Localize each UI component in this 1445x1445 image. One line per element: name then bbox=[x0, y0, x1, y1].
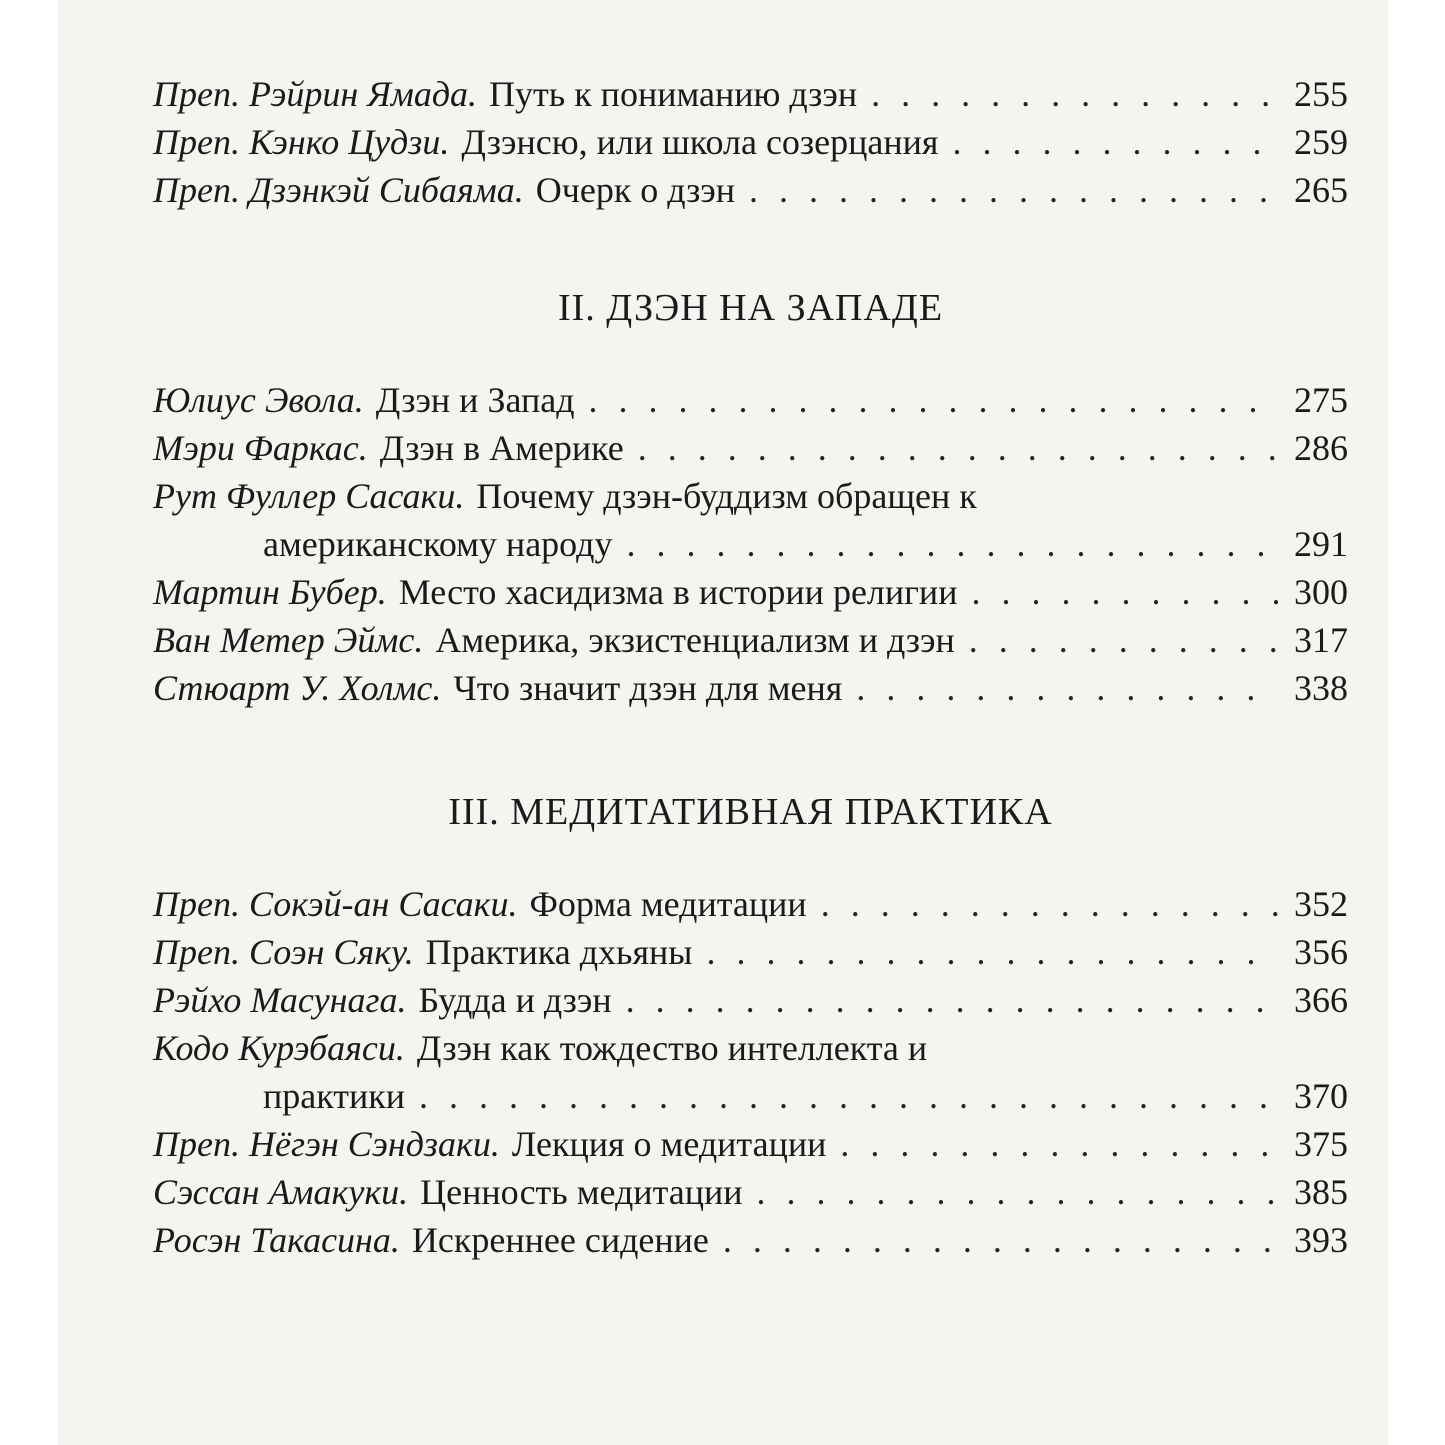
toc-page-number: 275 bbox=[1294, 380, 1348, 420]
toc-page-number: 338 bbox=[1294, 668, 1348, 708]
toc-entry bbox=[153, 616, 1348, 664]
toc-author: Преп. Сокэй-ан Сасаки. bbox=[153, 884, 518, 924]
toc-page-number: 370 bbox=[1294, 1076, 1348, 1116]
leader-dots bbox=[952, 118, 1278, 166]
toc-entry bbox=[153, 1024, 1348, 1120]
leader-dots bbox=[971, 568, 1278, 616]
toc-author: Рэйхо Масунага. bbox=[153, 980, 407, 1020]
toc-title-continued: американскому народу bbox=[263, 524, 613, 564]
toc-page-number: 317 bbox=[1294, 620, 1348, 660]
toc-author: Стюарт У. Холмс. bbox=[153, 668, 442, 708]
toc-author: Преп. Нёгэн Сэндзаки. bbox=[153, 1124, 500, 1164]
toc-page-number: 356 bbox=[1294, 932, 1348, 972]
toc-title: Дзэн в Америке bbox=[379, 428, 624, 468]
toc-page-number: 265 bbox=[1294, 170, 1348, 210]
toc-author: Преп. Дзэнкэй Сибаяма. bbox=[153, 170, 524, 210]
toc-entry bbox=[153, 1216, 1348, 1264]
toc-title: Форма медитации bbox=[529, 884, 807, 924]
toc-author: Росэн Такасина. bbox=[153, 1220, 400, 1260]
section-heading-west: II. ДЗЭН НА ЗАПАДЕ bbox=[557, 287, 944, 329]
toc-entry bbox=[153, 976, 1348, 1024]
toc-entry-first-line bbox=[153, 472, 1348, 520]
toc-page-number: 375 bbox=[1294, 1124, 1348, 1164]
toc-title: Искреннее сидение bbox=[411, 1220, 709, 1260]
toc-entry bbox=[153, 1120, 1348, 1168]
section-heading-meditation: III. МЕДИТАТИВНАЯ ПРАКТИКА bbox=[448, 791, 1053, 833]
toc-entry bbox=[153, 928, 1348, 976]
leader-dots bbox=[706, 928, 1278, 976]
toc-title: Очерк о дзэн bbox=[535, 170, 735, 210]
toc-title: Дзэнсю, или школа созерцания bbox=[461, 122, 939, 162]
leader-dots bbox=[723, 1216, 1278, 1264]
leader-dots bbox=[626, 520, 1278, 568]
leader-dots bbox=[840, 1120, 1278, 1168]
toc-entry-first-line bbox=[153, 1024, 1348, 1072]
toc-page-number: 385 bbox=[1294, 1172, 1348, 1212]
toc-title-continued: практики bbox=[263, 1076, 406, 1116]
toc-author: Сэссан Амакуки. bbox=[153, 1172, 409, 1212]
toc-title: Путь к пониманию дзэн bbox=[489, 74, 858, 114]
toc-page-number: 291 bbox=[1294, 524, 1348, 564]
book-page bbox=[58, 0, 1388, 1445]
toc-entry bbox=[153, 70, 1348, 118]
toc-page-number: 286 bbox=[1294, 428, 1348, 468]
toc-title: Лекция о медитации bbox=[511, 1124, 827, 1164]
toc-title: Место хасидизма в истории религии bbox=[398, 572, 958, 612]
toc-title: Будда и дзэн bbox=[418, 980, 612, 1020]
toc-author: Рут Фуллер Сасаки. bbox=[153, 476, 465, 516]
leader-dots bbox=[871, 70, 1278, 118]
toc-entry bbox=[153, 880, 1348, 928]
toc-author: Кодо Курэбаяси. bbox=[153, 1028, 405, 1068]
toc-title: Дзэн и Запад bbox=[375, 380, 575, 420]
toc-author: Преп. Рэйрин Ямада. bbox=[153, 74, 478, 114]
leader-dots bbox=[626, 976, 1278, 1024]
toc-author: Преп. Соэн Сяку. bbox=[153, 932, 414, 972]
leader-dots bbox=[757, 1168, 1278, 1216]
toc-entry bbox=[153, 472, 1348, 568]
toc-entry bbox=[153, 1168, 1348, 1216]
toc-title: Дзэн как тождество интеллекта и bbox=[416, 1028, 928, 1068]
toc-entry bbox=[153, 376, 1348, 424]
toc-title: Практика дхьяны bbox=[425, 932, 693, 972]
toc-entry bbox=[153, 118, 1348, 166]
toc-author: Мэри Фаркас. bbox=[153, 428, 368, 468]
toc-page-number: 366 bbox=[1294, 980, 1348, 1020]
toc-author: Ван Метер Эймс. bbox=[153, 620, 424, 660]
toc-author: Преп. Кэнко Цудзи. bbox=[153, 122, 450, 162]
toc-entry-second-line bbox=[153, 520, 1348, 568]
toc-author: Юлиус Эвола. bbox=[153, 380, 364, 420]
leader-dots bbox=[638, 424, 1278, 472]
toc-page-number: 352 bbox=[1294, 884, 1348, 924]
leader-dots bbox=[589, 376, 1278, 424]
toc-page-number: 300 bbox=[1294, 572, 1348, 612]
leader-dots bbox=[856, 664, 1278, 712]
toc-page-number: 393 bbox=[1294, 1220, 1348, 1260]
leader-dots bbox=[419, 1072, 1278, 1120]
toc-entry-second-line bbox=[153, 1072, 1348, 1120]
toc-entry bbox=[153, 166, 1348, 214]
leader-dots bbox=[749, 166, 1278, 214]
toc-title: Почему дзэн-буддизм обращен к bbox=[476, 476, 977, 516]
toc-author: Мартин Бубер. bbox=[153, 572, 387, 612]
toc-title: Что значит дзэн для меня bbox=[453, 668, 843, 708]
toc-entry bbox=[153, 424, 1348, 472]
leader-dots bbox=[969, 616, 1278, 664]
toc-title: Ценность медитации bbox=[420, 1172, 743, 1212]
toc-entry bbox=[153, 664, 1348, 712]
toc-page-number: 259 bbox=[1294, 122, 1348, 162]
toc-title: Америка, экзистенциализм и дзэн bbox=[435, 620, 955, 660]
toc-entry bbox=[153, 568, 1348, 616]
leader-dots bbox=[821, 880, 1278, 928]
table-of-contents bbox=[153, 70, 1348, 1264]
toc-page-number: 255 bbox=[1294, 74, 1348, 114]
